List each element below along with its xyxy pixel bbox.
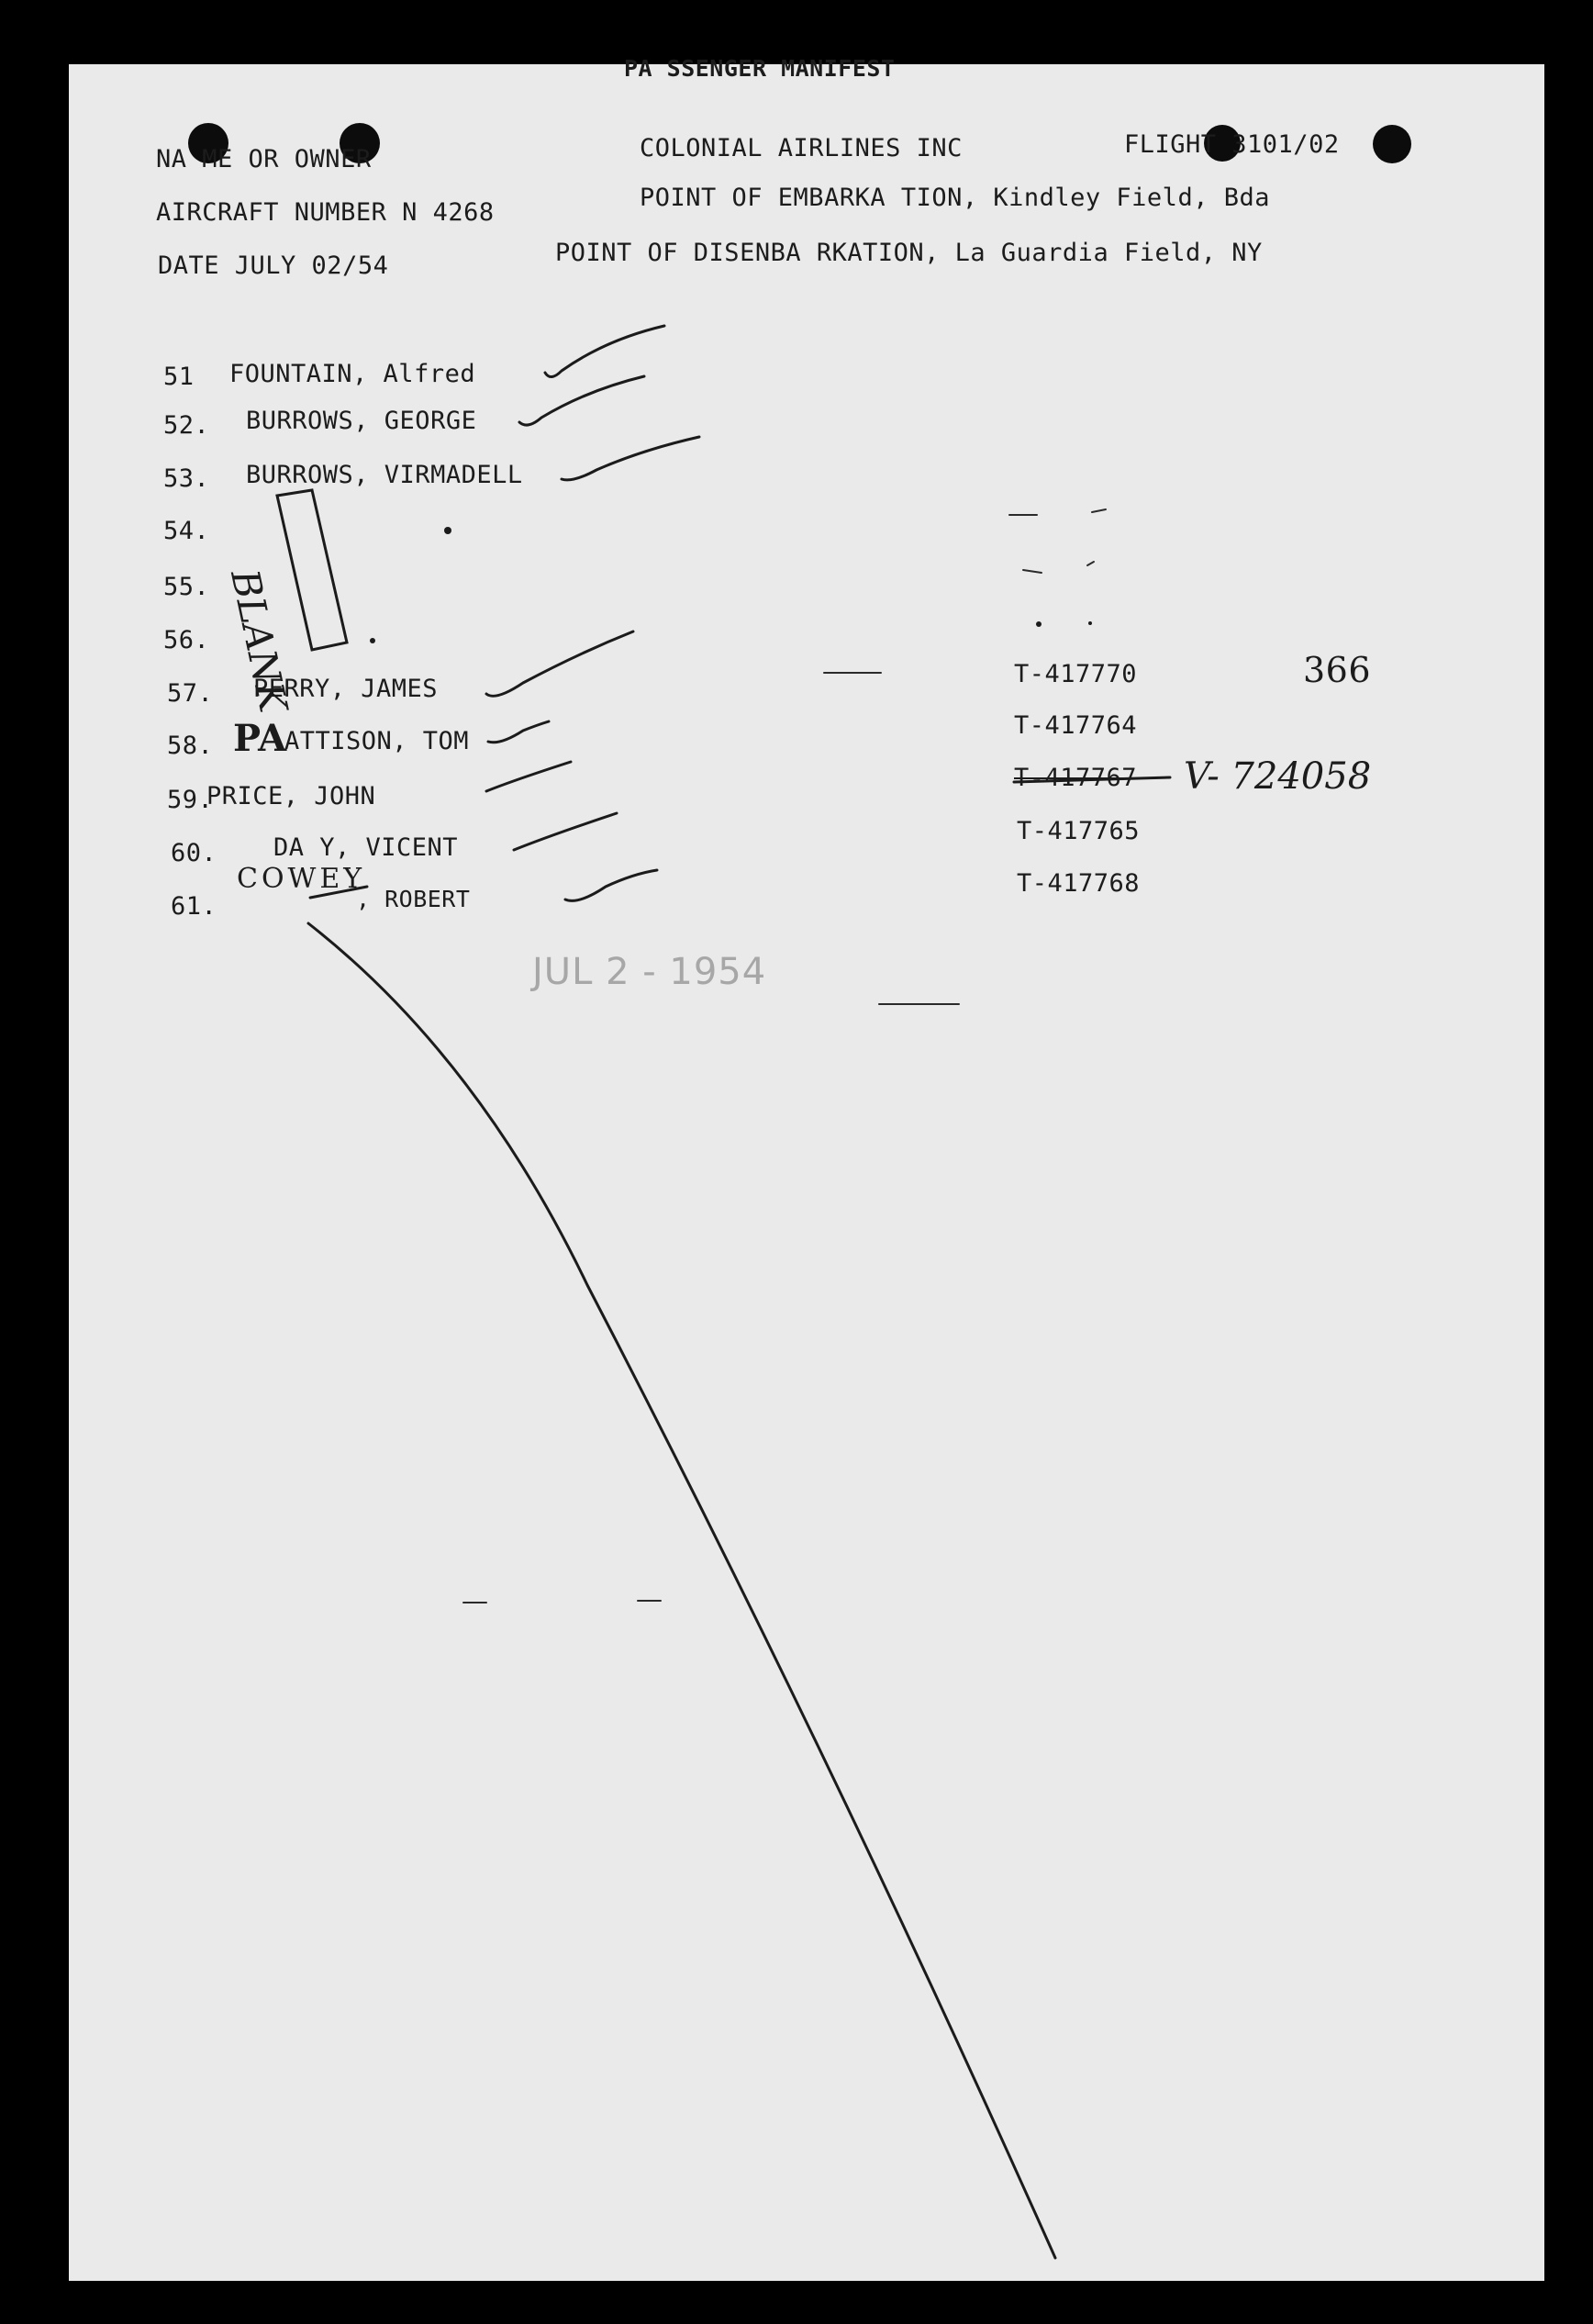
check-mark	[486, 631, 633, 696]
passenger-name: BURROWS, GEORGE	[246, 407, 477, 435]
passenger-name: PERRY, JAMES	[253, 675, 439, 703]
ticket-number: T-417768	[1017, 869, 1141, 898]
passenger-name: ATTISON, TOM	[284, 727, 470, 755]
passenger-name: FOUNTAIN, Alfred	[229, 360, 476, 388]
passenger-name: , ROBERT	[356, 886, 471, 912]
ticket-strike	[1014, 777, 1170, 782]
stray-mark	[1092, 509, 1106, 512]
row-number: 59.	[167, 786, 214, 814]
passenger-name: DA Y, VICENT	[273, 833, 459, 862]
ticket-number: T-417765	[1017, 817, 1141, 845]
cowey-annotation: COWEY	[237, 863, 366, 895]
manifest-date: DATE JULY 02/54	[158, 251, 389, 280]
embarkation-point: POINT OF EMBARKA TION, Kindley Field, Bda	[640, 184, 1270, 212]
check-mark	[565, 870, 657, 900]
blank-annotation: BLANK	[222, 565, 296, 716]
check-mark	[545, 326, 664, 377]
row-number: 55.	[163, 573, 210, 601]
stray-mark	[1023, 570, 1042, 573]
long-diagonal-line	[308, 923, 1055, 2258]
row-number: 53.	[163, 464, 210, 493]
row-number: 52.	[163, 411, 210, 440]
row-number: 54.	[163, 517, 210, 545]
blank-box	[277, 490, 347, 650]
ticket-number-struck: T-417767	[1014, 764, 1138, 792]
receipt-stamp: JUL 2 - 1954	[532, 951, 767, 993]
check-mark	[488, 721, 549, 743]
row-number: 58.	[167, 732, 214, 760]
row-number: 61.	[171, 892, 217, 921]
ticket-number: T-417764	[1014, 711, 1138, 740]
flight-number: FLIGHT 3101/02	[1124, 130, 1340, 159]
passenger-name: PRICE, JOHN	[206, 782, 376, 810]
check-mark	[514, 813, 617, 850]
check-mark	[562, 437, 699, 480]
row-number: 51	[163, 363, 195, 391]
ticket-number: T-417770	[1014, 660, 1138, 688]
check-mark	[486, 762, 571, 791]
row-number: 57.	[167, 679, 214, 708]
airline-name: COLONIAL AIRLINES INC	[640, 134, 963, 162]
page-count: 366	[1303, 650, 1372, 690]
stray-mark	[1087, 562, 1094, 565]
replacement-ticket: V- 724058	[1184, 755, 1372, 798]
owner-label: NA ME OR OWNER	[156, 145, 372, 173]
aircraft-number: AIRCRAFT NUMBER N 4268	[156, 198, 495, 227]
row-number: 60.	[171, 839, 217, 867]
passenger-name: BURROWS, VIRMADELL	[246, 461, 523, 489]
pa-annotation: PA	[233, 717, 287, 760]
disembarkation-point: POINT OF DISENBA RKATION, La Guardia Field, NY	[555, 239, 1263, 267]
document-title: PA SSENGER MANIFEST	[624, 55, 896, 82]
check-mark	[519, 376, 644, 425]
cowey-strike	[310, 887, 367, 898]
row-number: 56.	[163, 626, 210, 654]
